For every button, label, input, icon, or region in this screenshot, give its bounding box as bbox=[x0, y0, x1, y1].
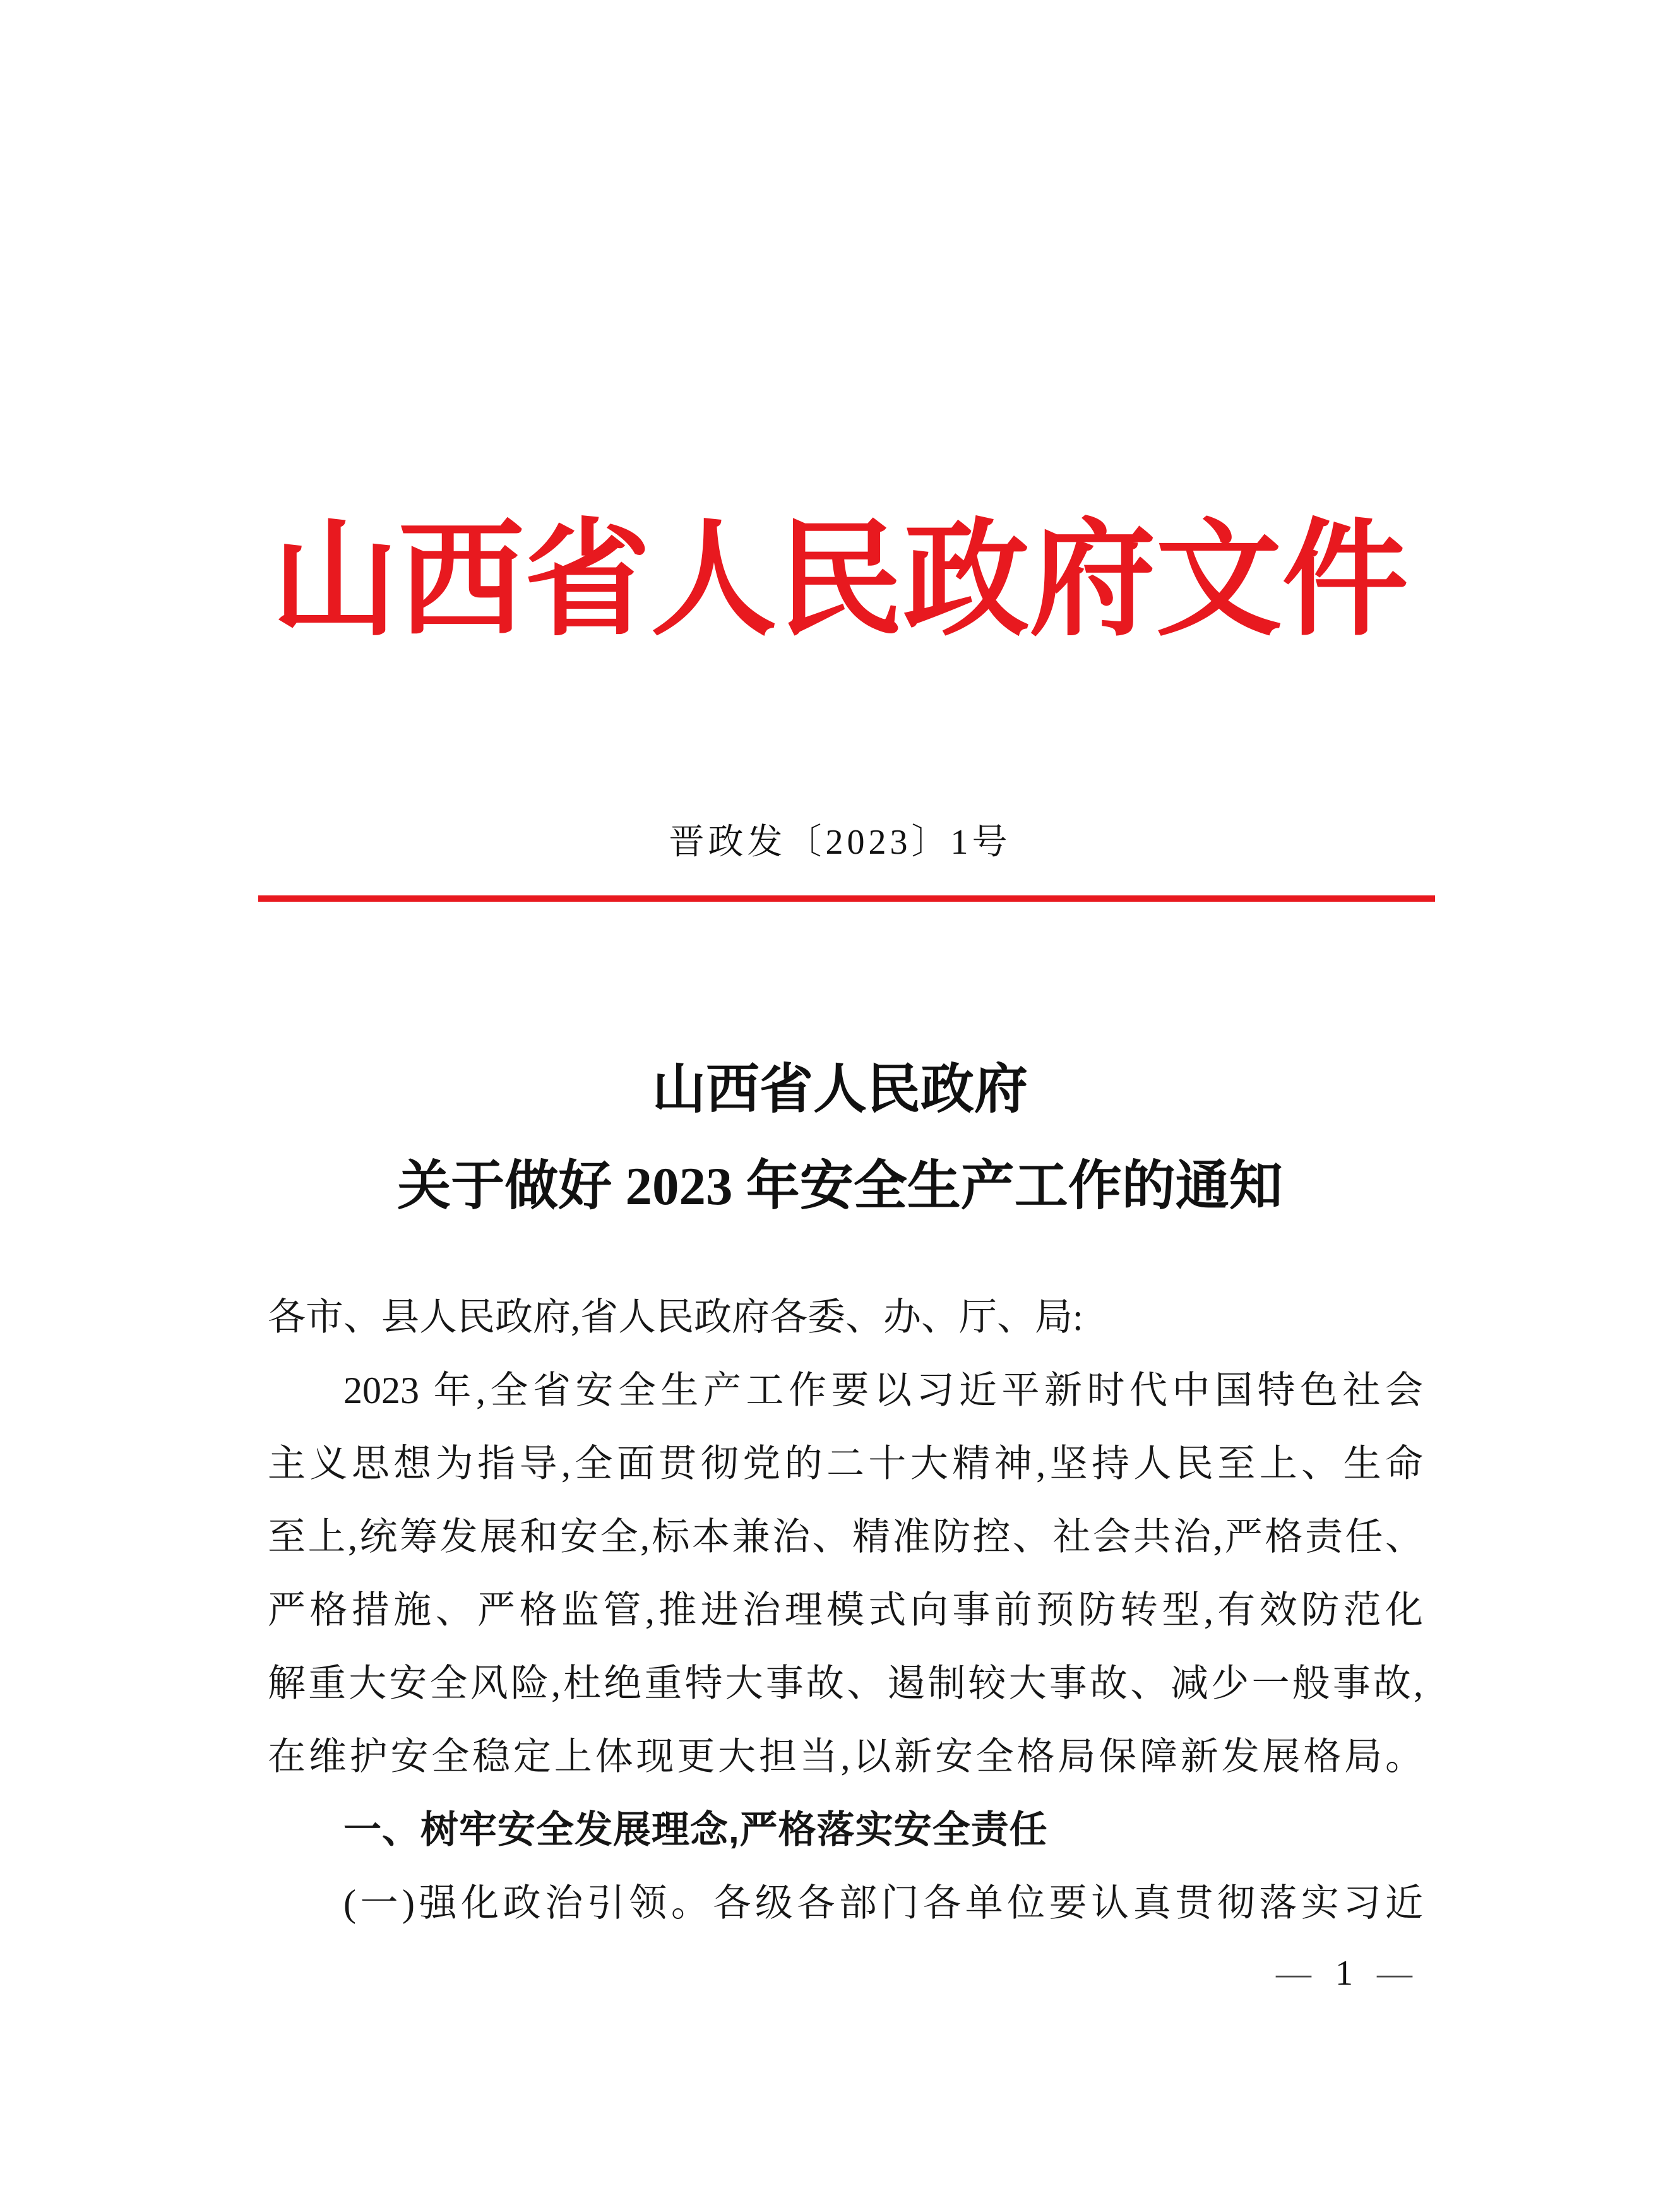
document-number: 晋政发〔2023〕1号 bbox=[669, 823, 1011, 862]
page-number bbox=[1276, 1951, 1412, 1995]
section-heading-line: 一、树牢安全发展理念,严格落实安全责任 bbox=[343, 1808, 1048, 1851]
body-line: 主义思想为指导,全面贯彻党的二十大精神,坚持人民至上、生命 bbox=[268, 1443, 1423, 1485]
page-number-right-dash: — bbox=[1377, 1954, 1412, 1993]
page-number-left-dash: — bbox=[1276, 1954, 1311, 1993]
salutation-line: 各市、县人民政府,省人民政府各委、办、厅、局: bbox=[268, 1296, 1083, 1338]
masthead-title: 山西省人民政府文件 bbox=[271, 511, 1409, 651]
red-divider-rule bbox=[258, 895, 1435, 902]
heading-line-2: 关于做好 2023 年安全生产工作的通知 bbox=[397, 1157, 1283, 1216]
body-text bbox=[268, 1281, 1423, 1940]
page-number-value: 1 bbox=[1335, 1954, 1353, 1993]
document-heading bbox=[0, 1042, 1680, 1235]
body-line: 在维护安全稳定上体现更大担当,以新安全格局保障新发展格局。 bbox=[268, 1736, 1423, 1778]
body-line: 严格措施、严格监管,推进治理模式向事前预防转型,有效防范化 bbox=[268, 1589, 1423, 1631]
heading-line-1: 山西省人民政府 bbox=[652, 1060, 1028, 1120]
body-line: 至上,统筹发展和安全,标本兼治、精准防控、社会共治,严格责任、 bbox=[268, 1516, 1423, 1558]
body-line: (一)强化政治引领。各级各部门各单位要认真贯彻落实习近 bbox=[343, 1882, 1423, 1924]
body-line: 解重大安全风险,杜绝重特大事故、遏制较大事故、减少一般事故, bbox=[268, 1663, 1423, 1704]
body-line: 2023 年,全省安全生产工作要以习近平新时代中国特色社会 bbox=[343, 1370, 1423, 1411]
